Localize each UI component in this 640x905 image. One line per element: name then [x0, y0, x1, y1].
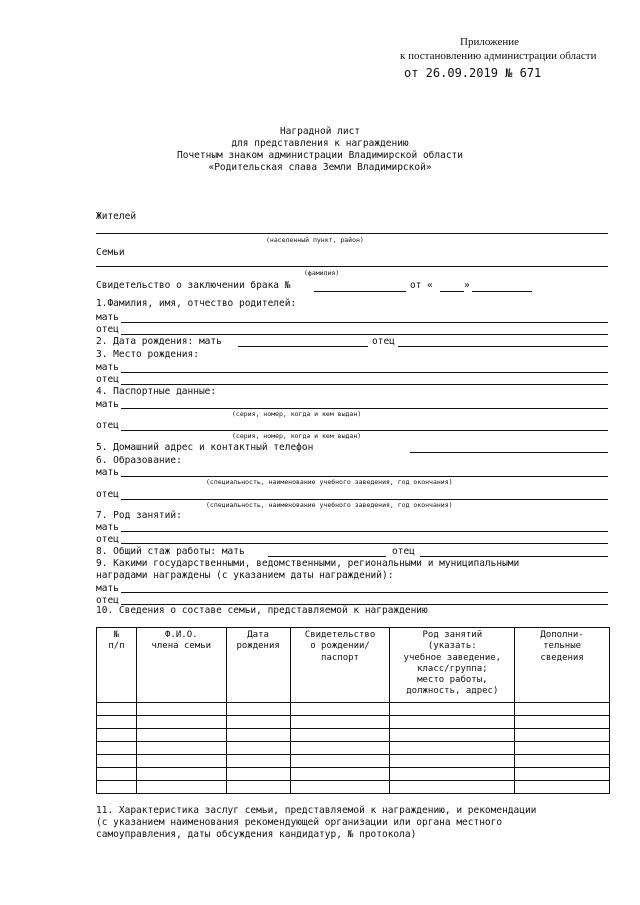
- q4-mother-line[interactable]: [121, 408, 608, 409]
- q7-mother-label: мать: [96, 522, 119, 533]
- q3-father-line[interactable]: [121, 384, 608, 385]
- table-cell[interactable]: [390, 767, 515, 780]
- table-cell[interactable]: [290, 754, 390, 767]
- resolution-date-number: от 26.09.2019 № 671: [404, 66, 542, 80]
- q1-mother-label: мать: [96, 312, 119, 323]
- q1-label: 1.Фамилия, имя, отчество родителей:: [96, 298, 297, 309]
- table-cell[interactable]: [515, 741, 610, 754]
- table-cell[interactable]: [390, 728, 515, 741]
- col-header-number: № п/п: [97, 628, 137, 703]
- col-header-additional: Дополни- тельные сведения: [515, 628, 610, 703]
- q2-mother-label: 2. Дата рождения: мать: [96, 336, 222, 347]
- marriage-month-line[interactable]: [472, 291, 532, 292]
- table-cell[interactable]: [515, 767, 610, 780]
- marriage-cert-number-line[interactable]: [314, 291, 406, 292]
- q7-mother-line[interactable]: [121, 531, 608, 532]
- q6-mother-note: (специальность, наименование учебного заведения, год окончания): [206, 478, 453, 486]
- q6-mother-line[interactable]: [121, 476, 608, 477]
- residents-line[interactable]: [96, 233, 608, 234]
- col-header-fullname: Ф.И.О. члена семьи: [136, 628, 226, 703]
- table-header-row: [97, 628, 610, 703]
- q11-label-line2: (с указанием наименования рекомендующей организации или органа местного: [96, 817, 503, 828]
- q8-father-label: отец: [392, 546, 415, 557]
- appendix-label: Приложение: [460, 36, 520, 48]
- table-cell[interactable]: [515, 780, 610, 793]
- table-cell[interactable]: [290, 702, 390, 715]
- q4-label: 4. Паспортные данные:: [96, 386, 217, 397]
- residents-note: (населенный пункт, район): [266, 236, 364, 244]
- table-cell[interactable]: [97, 741, 137, 754]
- q9-mother-line[interactable]: [121, 592, 608, 593]
- table-cell[interactable]: [136, 767, 226, 780]
- family-line[interactable]: [96, 266, 608, 267]
- q2-mother-line[interactable]: [238, 346, 368, 347]
- form-title: Наградной лист: [279, 126, 361, 137]
- q1-father-label: отец: [96, 324, 119, 335]
- q7-father-label: отец: [96, 534, 119, 545]
- col-header-birthdate: Дата рождения: [226, 628, 290, 703]
- q6-father-line[interactable]: [121, 499, 608, 500]
- table-cell[interactable]: [390, 702, 515, 715]
- table-cell[interactable]: [226, 754, 290, 767]
- table-cell[interactable]: [226, 728, 290, 741]
- col-header-occupation: Род занятий (указать: учебное заведение, класс/группа; место работы, должность, адрес): [390, 628, 515, 703]
- table-cell[interactable]: [97, 728, 137, 741]
- form-title-line4: «Родительская слава Земли Владимирской»: [208, 162, 432, 173]
- table-row: [97, 728, 610, 741]
- table-cell[interactable]: [97, 715, 137, 728]
- q11-label-line1: 11. Характеристика заслуг семьи, представляемой к награждению, и рекомендации: [96, 805, 537, 816]
- q9-label-line1: 9. Какими государственными, ведомственными, региональными и муниципальными: [96, 558, 520, 569]
- q2-father-label: отец: [372, 336, 395, 347]
- table-cell[interactable]: [226, 715, 290, 728]
- q3-label: 3. Место рождения:: [96, 349, 199, 360]
- marriage-day-line[interactable]: [440, 291, 464, 292]
- q3-mother-line[interactable]: [121, 372, 608, 373]
- q3-mother-label: мать: [96, 362, 119, 373]
- col-header-certificate: Свидетельство о рождении/ паспорт: [290, 628, 390, 703]
- q6-father-label: отец: [96, 489, 119, 500]
- table-row: [97, 715, 610, 728]
- q1-father-line[interactable]: [121, 334, 608, 335]
- table-cell[interactable]: [515, 728, 610, 741]
- table-cell[interactable]: [390, 715, 515, 728]
- q5-label: 5. Домашний адрес и контактный телефон: [96, 442, 314, 453]
- table-cell[interactable]: [136, 754, 226, 767]
- table-cell[interactable]: [136, 780, 226, 793]
- q7-label: 7. Род занятий:: [96, 510, 182, 521]
- q4-mother-label: мать: [96, 399, 119, 410]
- table-cell[interactable]: [290, 741, 390, 754]
- q3-father-label: отец: [96, 374, 119, 385]
- table-cell[interactable]: [97, 767, 137, 780]
- table-row: [97, 767, 610, 780]
- table-cell[interactable]: [97, 702, 137, 715]
- table-cell[interactable]: [226, 767, 290, 780]
- table-cell[interactable]: [515, 715, 610, 728]
- marriage-cert-label: Свидетельство о заключении брака №: [96, 280, 291, 291]
- residents-label: Жителей: [96, 211, 137, 222]
- table-cell[interactable]: [290, 780, 390, 793]
- form-title-line3: Почетным знаком администрации Владимирской области: [177, 150, 463, 161]
- family-note: (фамилия): [304, 269, 340, 277]
- q6-father-note: (специальность, наименование учебного заведения, год окончания): [206, 501, 453, 509]
- q9-label-line2: наградами награждены (с указанием даты награждений):: [96, 570, 394, 581]
- table-cell[interactable]: [136, 715, 226, 728]
- table-cell[interactable]: [136, 702, 226, 715]
- q4-father-label: отец: [96, 420, 119, 431]
- table-cell[interactable]: [515, 702, 610, 715]
- q9-father-label: отец: [96, 595, 119, 606]
- q5-line[interactable]: [410, 452, 608, 453]
- q6-label: 6. Образование:: [96, 455, 182, 466]
- table-row: [97, 754, 610, 767]
- q8-mother-line[interactable]: [268, 556, 386, 557]
- table-cell[interactable]: [226, 741, 290, 754]
- family-label: Семьи: [96, 247, 125, 258]
- table-cell[interactable]: [515, 754, 610, 767]
- table-cell[interactable]: [390, 741, 515, 754]
- table-row: [97, 780, 610, 793]
- q11-label-line3: самоуправления, даты обсуждения кандидатур, № протокола): [96, 829, 417, 840]
- table-row: [97, 702, 610, 715]
- q9-mother-label: мать: [96, 583, 119, 594]
- q4-father-line[interactable]: [121, 430, 608, 431]
- q6-mother-label: мать: [96, 467, 119, 478]
- q4-mother-note: (серия, номер, когда и кем выдан): [232, 410, 362, 418]
- table-cell[interactable]: [226, 702, 290, 715]
- q10-label: 10. Сведения о составе семьи, представляемой к награждению: [96, 605, 428, 616]
- table-cell[interactable]: [97, 780, 137, 793]
- form-title-line2: для представления к награждению: [231, 138, 409, 149]
- table-cell[interactable]: [136, 728, 226, 741]
- marriage-from-label: от «: [410, 280, 433, 291]
- table-row: [97, 741, 610, 754]
- table-cell[interactable]: [390, 754, 515, 767]
- family-members-table: [96, 627, 610, 794]
- table-cell[interactable]: [290, 715, 390, 728]
- table-cell[interactable]: [136, 741, 226, 754]
- resolution-label: к постановлению администрации области: [400, 50, 597, 62]
- q8-mother-label: 8. Общий стаж работы: мать: [96, 546, 245, 557]
- q1-mother-line[interactable]: [121, 322, 608, 323]
- table-cell[interactable]: [390, 780, 515, 793]
- q8-father-line[interactable]: [420, 556, 608, 557]
- q4-father-note: (серия, номер, когда и кем выдан): [232, 432, 362, 440]
- table-cell[interactable]: [290, 767, 390, 780]
- table-cell[interactable]: [97, 754, 137, 767]
- marriage-close-quote: »: [464, 280, 470, 291]
- q7-father-line[interactable]: [121, 543, 608, 544]
- table-cell[interactable]: [226, 780, 290, 793]
- q2-father-line[interactable]: [398, 346, 608, 347]
- table-cell[interactable]: [290, 728, 390, 741]
